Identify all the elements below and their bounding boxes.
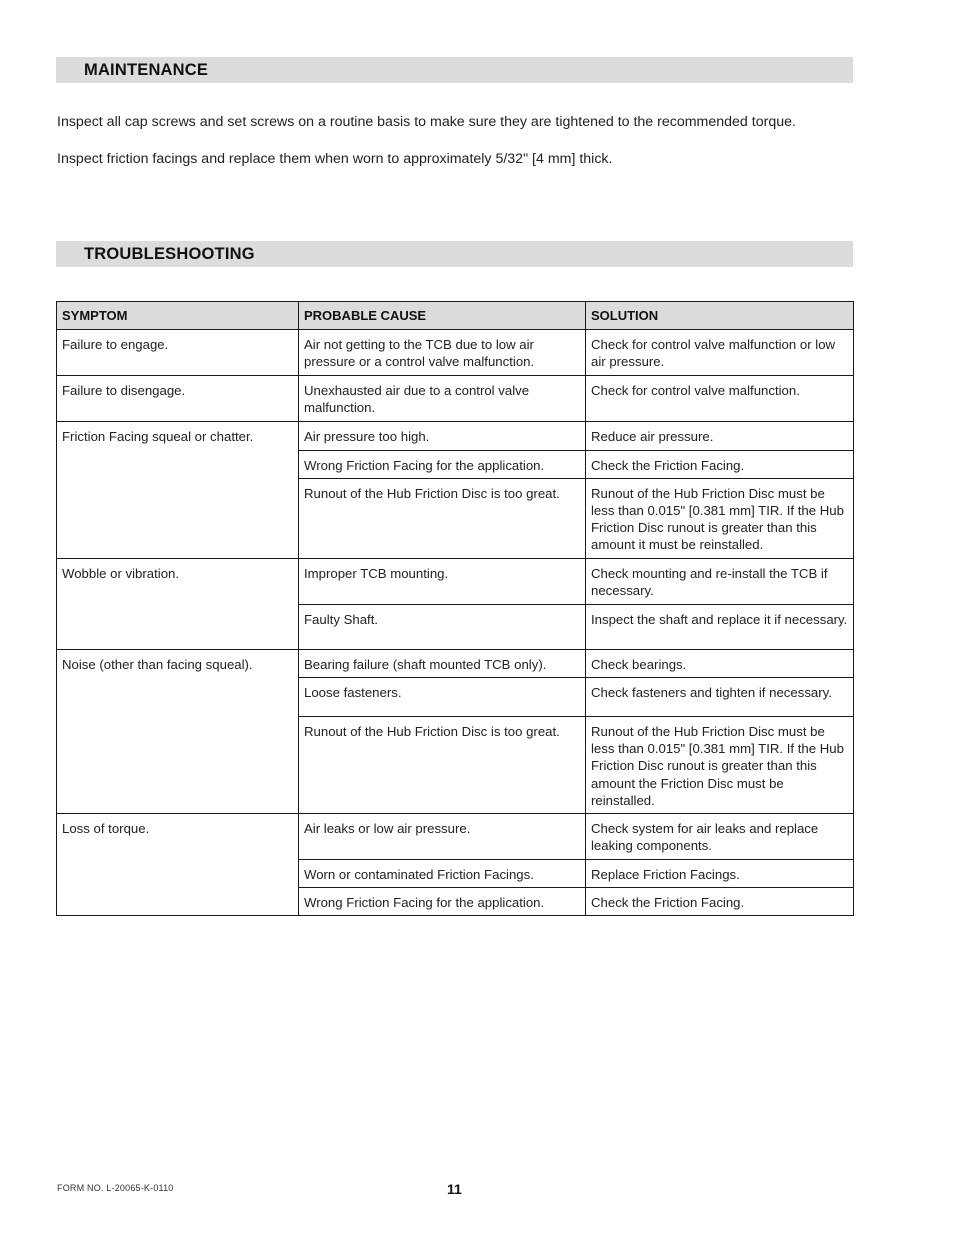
symptom-cell: Failure to engage. xyxy=(57,330,299,376)
solution-cell: Inspect the shaft and replace it if necessary. xyxy=(586,604,854,649)
solution-cell: Runout of the Hub Friction Disc must be less than 0.015" [0.381 mm] TIR. If the Hub Friction Disc runout is greater than this amount it must be reinstalled. xyxy=(586,478,854,558)
solution-cell: Reduce air pressure. xyxy=(586,421,854,450)
table-body xyxy=(57,330,854,916)
troubleshooting-heading: TROUBLESHOOTING xyxy=(56,241,853,267)
solution-cell: Check system for air leaks and replace leaking components. xyxy=(586,814,854,860)
symptom-cell: Loss of torque. xyxy=(57,814,299,916)
column-header-probable-cause: PROBABLE CAUSE xyxy=(299,302,586,330)
symptom-cell: Failure to disengage. xyxy=(57,376,299,421)
cause-cell: Faulty Shaft. xyxy=(299,604,586,649)
column-header-solution: SOLUTION xyxy=(586,302,854,330)
cause-cell: Air leaks or low air pressure. xyxy=(299,814,586,860)
form-number: FORM NO. L-20065-K-0110 xyxy=(57,1183,174,1193)
solution-cell: Check for control valve malfunction or low air pressure. xyxy=(586,330,854,376)
cause-cell: Wrong Friction Facing for the application. xyxy=(299,888,586,916)
cause-cell: Bearing failure (shaft mounted TCB only). xyxy=(299,649,586,677)
cause-cell: Loose fasteners. xyxy=(299,678,586,717)
maintenance-heading: MAINTENANCE xyxy=(56,57,853,83)
cause-cell: Unexhausted air due to a control valve malfunction. xyxy=(299,376,586,421)
column-header-symptom: SYMPTOM xyxy=(57,302,299,330)
cause-cell: Wrong Friction Facing for the application. xyxy=(299,450,586,478)
table-row xyxy=(57,814,854,860)
table-row xyxy=(57,330,854,376)
troubleshooting-table xyxy=(56,301,854,916)
cause-cell: Runout of the Hub Friction Disc is too great. xyxy=(299,478,586,558)
solution-cell: Check for control valve malfunction. xyxy=(586,376,854,421)
table-row xyxy=(57,649,854,677)
table-row xyxy=(57,421,854,450)
solution-cell: Check fasteners and tighten if necessary. xyxy=(586,678,854,717)
symptom-cell: Noise (other than facing squeal). xyxy=(57,649,299,813)
solution-cell: Runout of the Hub Friction Disc must be less than 0.015" [0.381 mm] TIR. If the Hub Friction Disc runout is greater than this amount the Friction Disc must be reinstalled. xyxy=(586,717,854,814)
symptom-cell: Wobble or vibration. xyxy=(57,558,299,649)
cause-cell: Air pressure too high. xyxy=(299,421,586,450)
cause-cell: Air not getting to the TCB due to low air pressure or a control valve malfunction. xyxy=(299,330,586,376)
solution-cell: Check mounting and re-install the TCB if necessary. xyxy=(586,558,854,604)
symptom-cell: Friction Facing squeal or chatter. xyxy=(57,421,299,558)
page-number: 11 xyxy=(447,1181,462,1197)
solution-cell: Check the Friction Facing. xyxy=(586,450,854,478)
cause-cell: Runout of the Hub Friction Disc is too great. xyxy=(299,717,586,814)
table-header-row xyxy=(57,302,854,330)
cause-cell: Worn or contaminated Friction Facings. xyxy=(299,860,586,888)
table-row xyxy=(57,376,854,421)
solution-cell: Replace Friction Facings. xyxy=(586,860,854,888)
table-row xyxy=(57,558,854,604)
solution-cell: Check the Friction Facing. xyxy=(586,888,854,916)
maintenance-paragraph: Inspect friction facings and replace them when worn to approximately 5/32" [4 mm] thick. xyxy=(57,151,613,167)
cause-cell: Improper TCB mounting. xyxy=(299,558,586,604)
maintenance-paragraph: Inspect all cap screws and set screws on a routine basis to make sure they are tightened to the recommended torque. xyxy=(57,114,796,130)
solution-cell: Check bearings. xyxy=(586,649,854,677)
